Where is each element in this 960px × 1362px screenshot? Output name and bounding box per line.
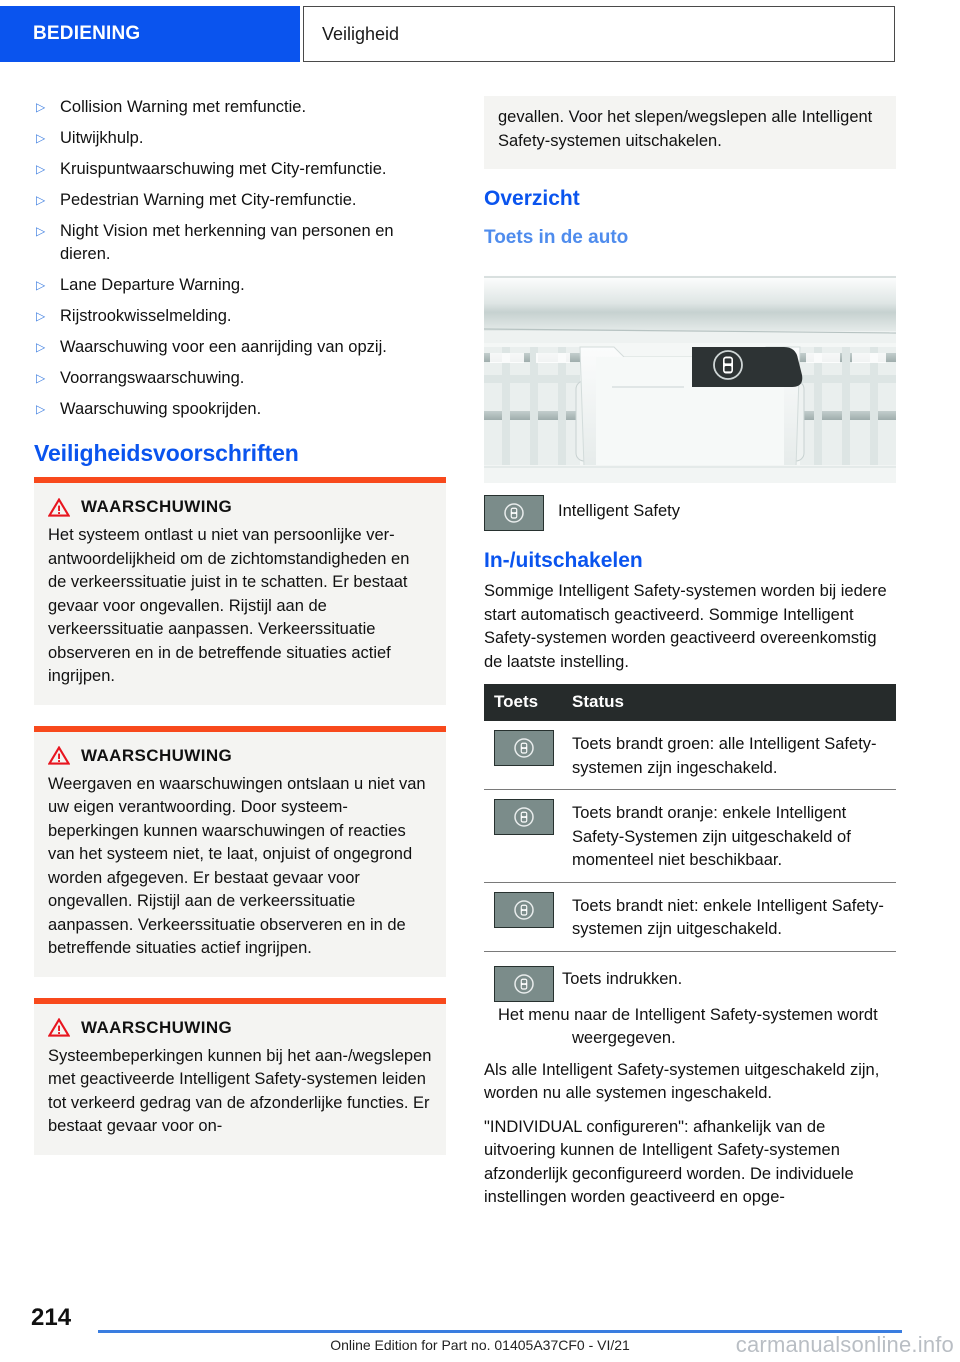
list-item-label: Lane Departure Warning. [60,276,245,294]
warning-title: WAARSCHUWING [81,745,233,765]
chapter-tab [0,6,300,62]
chapter-label: BEDIENING [33,23,141,44]
car-in-circle-icon [511,897,537,923]
intelligent-safety-button-icon [494,730,554,766]
feature-bullet-list [34,96,446,421]
body-paragraph: Als alle Intelligent Safety-systemen uitgeschakeld zijn, worden nu alle systemen ingeschakeld. [484,1060,880,1102]
step-action-label: Toets indrukken. [562,969,683,988]
page-header [0,6,895,62]
table-cell-status: Toets brandt niet: enkele Intelligent Safety-systemen zijn uitgeschakeld. [572,896,884,938]
car-in-circle-icon [511,971,537,997]
console-illustration [484,261,896,483]
warning-header [48,746,432,766]
column-header-toets: Toets [494,692,539,711]
list-item-label: Voorrangswaarschuwing. [60,369,245,387]
table-header-row [484,684,896,721]
list-item-label: Waarschuwing voor een aanrijding van opzij. [60,338,387,356]
list-item-label: Collision Warning met remfunctie. [60,98,307,116]
left-column [34,96,446,1176]
triangle-bullet-icon: ▷ [36,278,46,292]
warning-triangle-icon [48,746,70,765]
right-column [484,96,896,1220]
page-footer [0,1304,960,1362]
footer-edition-text: Online Edition for Part no. 01405A37CF0 - VI/21 [330,1337,630,1353]
center-console-photo [484,261,896,483]
subsection-heading-toets-in-de-auto: Toets in de auto [484,227,629,248]
body-paragraph: "INDIVIDUAL configureren": afhankelijk van de uitvoering kunnen de Intelligent Safety-systemen afzonderlijk geconfigureerd worden. De individuele instellingen worden geactiveerd en opge- [484,1117,854,1206]
section-heading-veiligheidsvoorschriften: Veiligheidsvoorschriften [34,440,299,466]
table-row [484,883,896,952]
status-table [484,684,896,952]
warning-box [34,477,446,705]
section-heading-overzicht: Overzicht [484,187,580,210]
photo-legend-row [484,495,896,531]
warning-title: WAARSCHUWING [81,497,233,516]
triangle-bullet-icon: ▷ [36,340,46,354]
warning-body: Het systeem ontlast u niet van persoonlijke verantwoordelijkheid om de zichtomstandigheden en de verkeerssituatie juist in te schatten. Er bestaat gevaar voor ongevallen. Rijstijl aan de verkeerssituatie aanpassen. Verkeerssituatie observeren en in de betreffende situaties actief ingrijpen. [48,526,410,685]
instruction-step [484,966,896,1051]
warning-triangle-icon [48,498,70,517]
column-header-status: Status [572,692,624,711]
intelligent-safety-button-icon [494,966,554,1002]
list-item-label: Kruispuntwaarschuwing met City-remfunctie. [60,160,387,178]
warning-box [34,998,446,1155]
warning-header [48,1018,432,1038]
list-item [34,336,446,359]
table-cell-status: Toets brandt oranje: enkele Intelligent Safety-Systemen zijn uitgeschakeld of momenteel niet beschikbaar. [572,804,851,869]
car-in-circle-icon [501,500,527,526]
step-icon-cell [484,966,562,1002]
list-item [34,127,446,150]
triangle-bullet-icon: ▷ [36,371,46,385]
instruction-step-row [484,966,896,1002]
list-item [34,158,446,181]
subsection-heading-in-uitschakelen: In-/uitschakelen [484,549,643,572]
page-number: 214 [31,1304,72,1331]
warning-header [48,497,432,517]
table-cell-icon [494,892,572,928]
table-row [484,790,896,883]
photo-legend-label: Intelligent Safety [558,502,680,520]
warning-body-continued: gevallen. Voor het slepen/wegslepen alle Intelligent Safety-systemen uitschakelen. [498,108,873,150]
car-in-circle-icon [511,735,537,761]
list-item-label: Uitwijkhulp. [60,129,144,147]
table-cell-icon [494,799,572,835]
warning-box [34,726,446,977]
warning-body: Systeembeperkingen kunnen bij het aan-/wegslepen met geactiveerde Intelligent Safety-systemen leiden tot verkeerd gedrag van de afzonderlijke functies. Er bestaat gevaar voor on- [48,1046,432,1135]
intelligent-safety-button-icon [494,892,554,928]
triangle-bullet-icon: ▷ [36,100,46,114]
list-item [34,398,446,421]
list-item [34,305,446,328]
list-item-label: Waarschuwing spookrijden. [60,400,262,418]
triangle-bullet-icon: ▷ [36,193,46,207]
triangle-bullet-icon: ▷ [36,224,46,238]
list-item [34,274,446,297]
warning-body: Weergaven en waarschuwingen ontslaan u niet van uw eigen verantwoording. Door systeembeperkingen kunnen waarschuwingen of reacties van het systeem niet, te laat, onjuist of ongegrond worden afgegeven. Er bestaat gevaar voor ongevallen. Rijstijl aan de verkeerssituatie aanpassen. Verkeerssituatie observeren en in de betreffende situaties actief ingrijpen. [48,774,426,957]
step-result-label: Het menu naar de Intelligent Safety-systemen wordt weergegeven. [498,1005,878,1047]
list-item-label: Rijstrookwisselmelding. [60,307,232,325]
triangle-bullet-icon: ▷ [36,162,46,176]
table-cell-status: Toets brandt groen: alle Intelligent Safety-systemen zijn ingeschakeld. [572,735,877,777]
list-item [34,189,446,212]
triangle-bullet-icon: ▷ [36,131,46,145]
intelligent-safety-button-icon [484,495,544,531]
table-cell-icon [494,730,572,766]
section-tab [303,6,895,62]
warning-title: WAARSCHUWING [81,1017,233,1037]
car-in-circle-icon [511,804,537,830]
site-watermark: carmanualsonline.info [735,1332,954,1357]
intro-paragraph: Sommige Intelligent Safety-systemen worden bij iedere start automatisch geactiveerd. Sommige Intelligent Safety-systemen worden geactiveerd overeenkomstig de laatste instelling. [484,582,887,671]
list-item-label: Night Vision met herkenning van personen en dieren. [60,222,394,263]
list-item [34,96,446,119]
triangle-bullet-icon: ▷ [36,402,46,416]
list-item-label: Pedestrian Warning met City-remfunctie. [60,191,357,209]
warning-triangle-icon [48,1018,70,1037]
list-item [34,220,446,266]
triangle-bullet-icon: ▷ [36,309,46,323]
table-row [484,721,896,790]
intelligent-safety-button-icon [494,799,554,835]
list-item [34,367,446,390]
section-label: Veiligheid [322,23,400,44]
